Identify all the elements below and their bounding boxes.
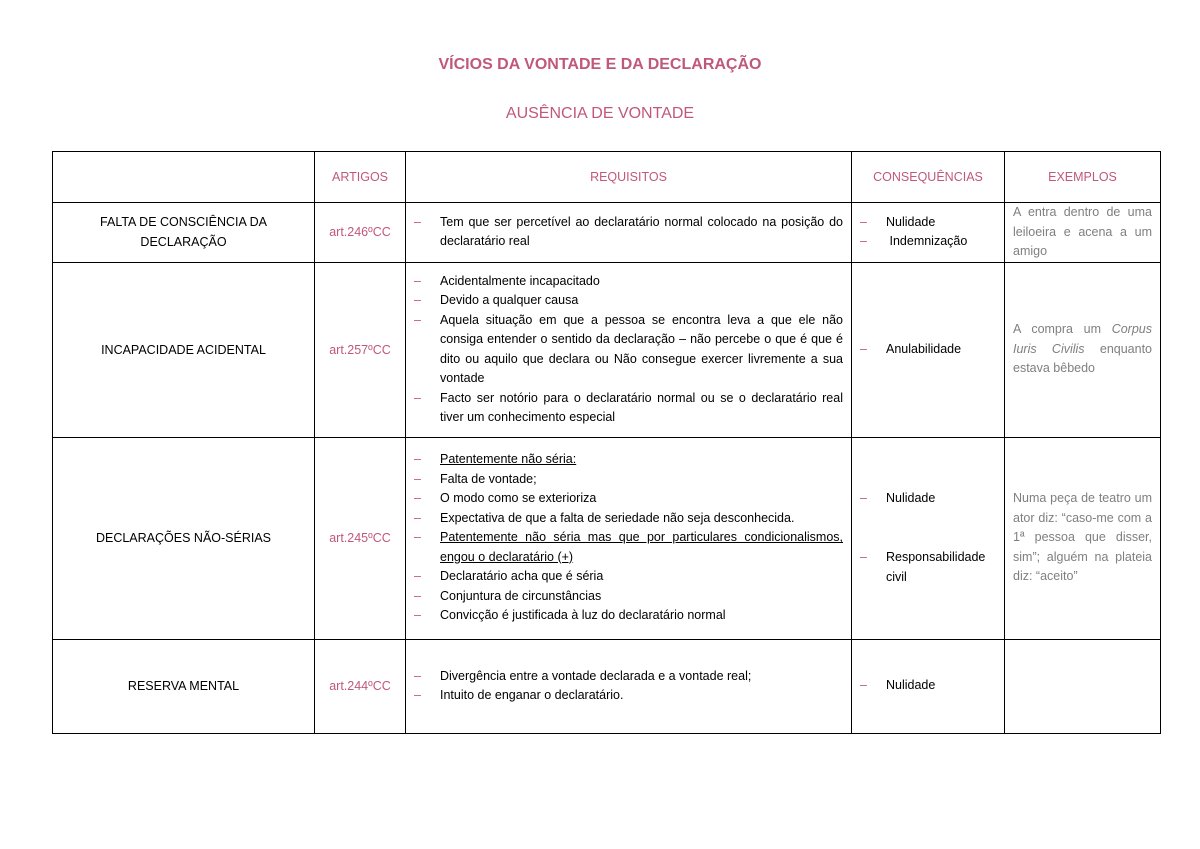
consequences-cell (852, 262, 1005, 437)
vices-table (52, 151, 1161, 734)
document-subtitle: AUSÊNCIA DE VONTADE (505, 105, 695, 122)
consequence-spacer (860, 508, 996, 548)
example-cell: A compra um Corpus Iuris Civilis enquanto estava bêbedo (1005, 262, 1161, 437)
requirements-cell (406, 262, 852, 437)
requirement-item: – Devido a qualquer causa (414, 293, 579, 307)
consequence-item: – Responsabilidade civil (860, 550, 986, 584)
vice-name: FALTA DE CONSCIÊNCIA DA DECLARAÇÃO (53, 203, 315, 263)
consequence-item: – Indemnização (860, 234, 968, 249)
header-artigos: ARTIGOS (315, 152, 406, 203)
header-empty (53, 152, 315, 203)
consequences-cell (852, 203, 1005, 263)
requirement-item: – Tem que ser percetível ao declaratário normal colocado na posição do declaratário real (414, 214, 843, 249)
requirement-item: – O modo como se exterioriza (414, 491, 597, 506)
vice-name: DECLARAÇÕES NÃO-SÉRIAS (53, 437, 315, 639)
requirement-item: – Patentemente não séria mas que por particulares condicionalismos, engou o declaratário (+) (414, 530, 843, 564)
header-row (53, 152, 1161, 203)
requirement-item: – Declaratário acha que é séria (414, 569, 604, 584)
consequences-cell (852, 639, 1005, 733)
consequence-item: – Anulabilidade (860, 341, 962, 356)
requirement-item: – Convicção é justificada à luz do declaratário normal (414, 608, 726, 623)
requirements-cell (406, 437, 852, 639)
table-row (53, 203, 1161, 263)
requirement-item: – Patentemente não séria: (414, 452, 577, 467)
requirement-item: – Intuito de enganar o declaratário. (414, 688, 624, 702)
article-ref: art.244ºCC (315, 639, 406, 733)
requirement-item: – Conjuntura de circunstâncias (414, 588, 602, 603)
table-row (53, 262, 1161, 437)
example-cell: A entra dentro de uma leiloeira e acena a um amigo (1005, 203, 1161, 263)
requirements-cell (406, 203, 852, 263)
header-requisitos: REQUISITOS (406, 152, 852, 203)
consequence-item: – Nulidade (860, 678, 936, 693)
vice-name: INCAPACIDADE ACIDENTAL (53, 262, 315, 437)
requirement-item: – Facto ser notório para o declaratário normal ou se o declaratário real tiver um conhecimento especial (414, 390, 843, 424)
vice-name: RESERVA MENTAL (53, 639, 315, 733)
table-row (53, 437, 1161, 639)
consequences-cell (852, 437, 1005, 639)
example-cell: Numa peça de teatro um ator diz: “caso-me com a 1ª pessoa que disser, sim”; alguém na plateia diz: “aceito” (1005, 437, 1161, 639)
consequence-item: – Nulidade (860, 490, 936, 505)
article-ref: art.257ºCC (315, 262, 406, 437)
table-row (53, 639, 1161, 733)
requirement-item: – Falta de vontade; (414, 471, 537, 486)
requirements-cell (406, 639, 852, 733)
header-consequencias: CONSEQUÊNCIAS (852, 152, 1005, 203)
document-title: VÍCIOS DA VONTADE E DA DECLARAÇÃO (438, 56, 762, 73)
example-cell (1005, 639, 1161, 733)
header-exemplos: EXEMPLOS (1005, 152, 1161, 203)
consequence-item: – Nulidade (860, 214, 936, 229)
requirement-item: – Acidentalmente incapacitado (414, 273, 600, 288)
article-ref: art.246ºCC (315, 203, 406, 263)
requirement-item: – Expectativa de que a falta de seriedade não seja desconhecida. (414, 510, 795, 525)
requirement-item: – Aquela situação em que a pessoa se encontra leva a que ele não consiga entender o sentido da declaração – não percebe o que é que é dito ou aquilo que declara ou Não consegue exercer livremente a sua vontade (414, 312, 843, 385)
requirement-item: – Divergência entre a vontade declarada e a vontade real; (414, 668, 752, 683)
article-ref: art.245ºCC (315, 437, 406, 639)
